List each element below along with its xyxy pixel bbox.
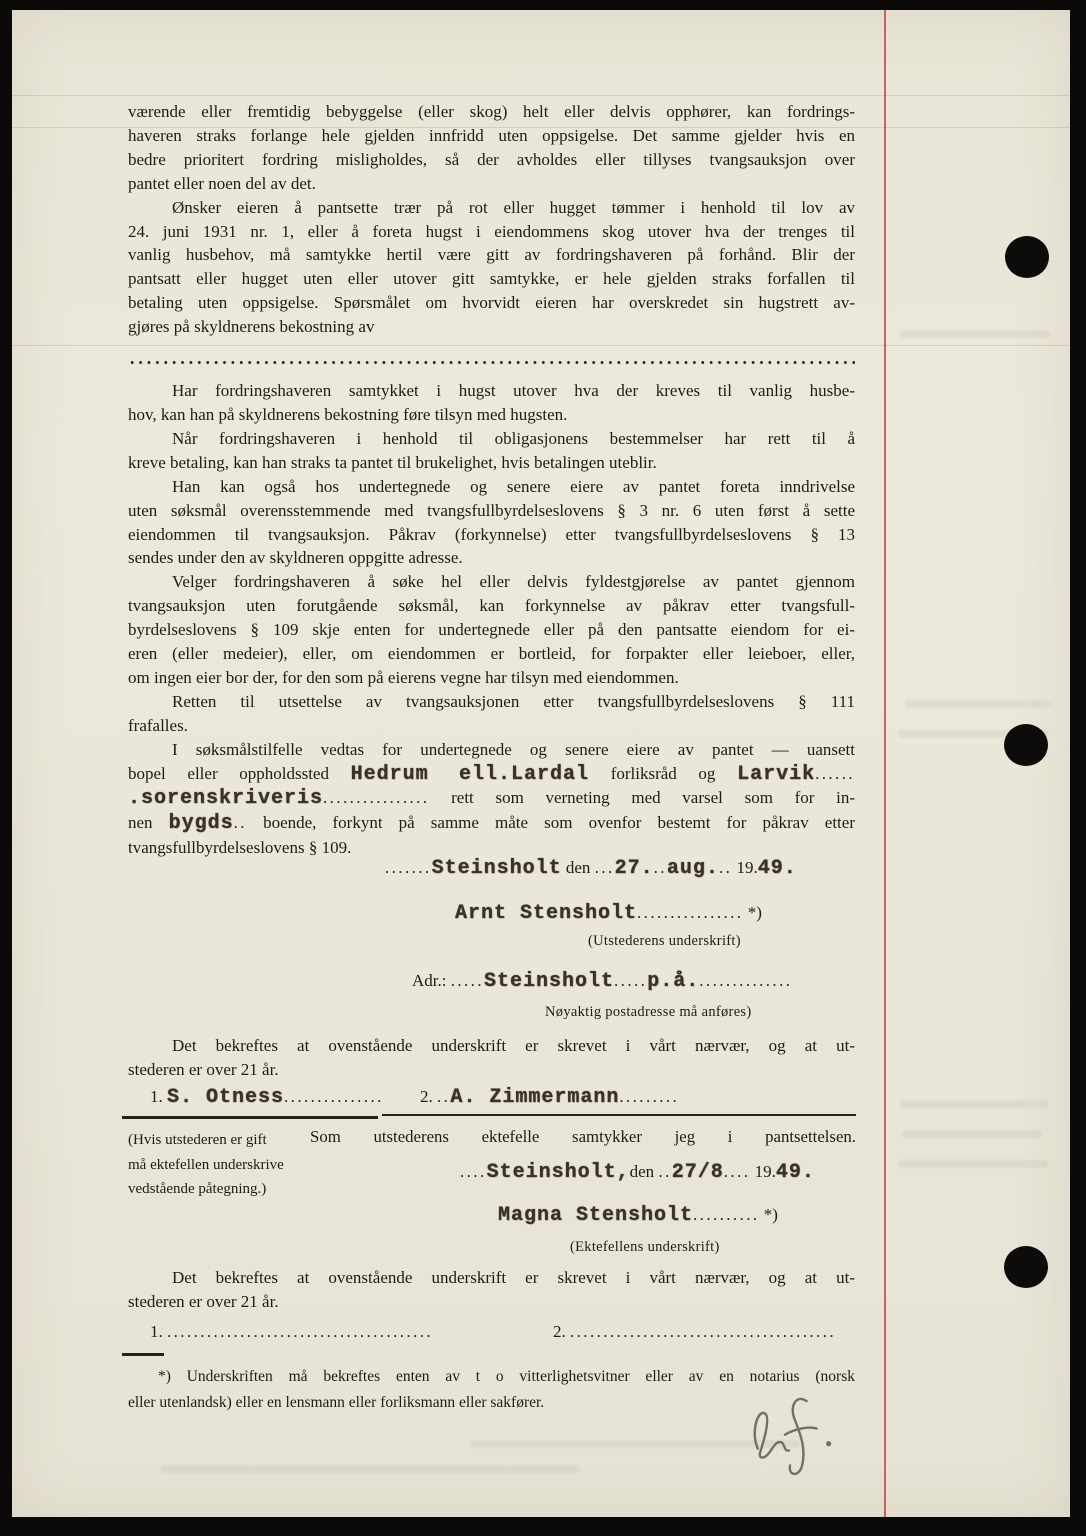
- margin-red-line: [884, 10, 886, 1517]
- dotted-fill: ................: [637, 903, 744, 922]
- address-caption: Nøyaktig postadresse må anføres): [545, 1004, 752, 1020]
- text-line: [128, 1153, 378, 1178]
- printed-text: den: [629, 1162, 659, 1181]
- text-line: [128, 1364, 855, 1390]
- printed-text: kreve betaling, kan han straks ta pantet til brukelighet, hvis betalingen uteblir.: [128, 452, 657, 472]
- punch-hole: [1005, 236, 1049, 278]
- typewritten-text: Steinsholt,: [486, 1161, 630, 1184]
- printed-text: 19.: [750, 1162, 776, 1181]
- paragraph-collection: [128, 475, 855, 571]
- text-line: [128, 618, 855, 642]
- printed-text: betaling uten oppsigelse. Spørsmålet om hvorvidt eieren har overskredet sin hugstrett av-: [128, 293, 855, 313]
- text-line: [128, 811, 855, 836]
- dotted-fill: ........................................: [167, 1322, 433, 1341]
- printed-text: hov, kan han på skyldnerens bekostning føre tilsyn med hugsten.: [128, 404, 568, 424]
- text-line: [128, 172, 855, 196]
- typewritten-text: S. Otness: [167, 1086, 285, 1109]
- printed-text: stederen er over 21 år.: [128, 1291, 279, 1311]
- printed-text: Som utstederens ektefelle samtykker jeg i pantsettelsen.: [310, 1127, 856, 1146]
- printed-text: rett som verneting med varsel som for in-: [429, 788, 855, 808]
- typewritten-text: Larvik: [737, 762, 816, 786]
- dotted-fill: ..............: [699, 971, 793, 990]
- printed-text: *) Underskriften må bekreftes enten av t o vitterlighetsvitner eller av en notarius (norsk: [158, 1368, 855, 1385]
- printed-text: sendes under den av skyldneren oppgitte adresse.: [128, 548, 463, 568]
- divider-rule-left: [122, 1116, 378, 1119]
- printed-text: eller utenlandsk) eller en lensmann eller forliksmann eller sakfører.: [128, 1393, 545, 1411]
- printed-text: Det bekreftes at ovenstående underskrift er skrevet i vårt nærvær, og at ut-: [172, 1036, 855, 1055]
- dotted-fill: ...: [594, 858, 615, 877]
- dotted-fill: ..: [658, 1162, 672, 1181]
- witness-confirmation-2: [128, 1266, 855, 1314]
- text-line: [128, 786, 855, 811]
- typewritten-text: 49.: [775, 1161, 815, 1184]
- text-line: [128, 100, 855, 124]
- printed-text: tvangsfullbyrdelseslovens § 109.: [128, 838, 352, 858]
- printed-text: om ingen eier bor der, for den som på eierens vegne har tilsyn med eiendommen.: [128, 667, 679, 687]
- printed-text: pantet eller noen del av det.: [128, 173, 316, 193]
- typewritten-text: aug.: [666, 857, 719, 880]
- text-line: [128, 379, 855, 403]
- printed-text: 1.: [150, 1322, 167, 1341]
- printed-text: 2.: [553, 1322, 570, 1341]
- witness-signature-2: [420, 1086, 679, 1109]
- date-line-issuer: [385, 856, 857, 881]
- printed-text: 24. juni 1931 nr. 1, eller å foreta hugst i eiendommens skog utover hva der trenges til: [128, 221, 855, 241]
- printed-text: 19.: [732, 858, 758, 877]
- dotted-fill: .....: [614, 971, 648, 990]
- text-line: [128, 690, 855, 714]
- dotted-fill: ..: [437, 1087, 451, 1106]
- paragraph-venue: [128, 738, 855, 861]
- printed-text: byrdelseslovens § 109 skje enten for undertegnede eller på den pantsatte eiendom for ei-: [128, 620, 855, 640]
- printed-text: 2.: [420, 1087, 437, 1106]
- printed-text: *): [743, 903, 762, 922]
- paragraph-termination: [128, 100, 855, 196]
- text-line: [128, 148, 855, 172]
- printed-text: forliksråd og: [589, 763, 738, 783]
- dotted-fill: ..: [233, 813, 247, 833]
- printed-text: boende, forkynt på samme måte som ovenfor bestemt for påkrav etter: [246, 813, 855, 833]
- address-line: [412, 969, 862, 994]
- text-line: [128, 762, 855, 787]
- printed-text: (Hvis utstederen er gift: [128, 1132, 267, 1148]
- date-line-spouse: [460, 1160, 860, 1185]
- printed-text: eren (eller medeier), eller, om eiendommen er bortleid, for forpakter eller leieboer, eller,: [128, 644, 855, 664]
- blank-signature-line-1: [150, 1322, 433, 1342]
- text-line: [128, 427, 855, 451]
- printed-text: vedstående påtegning.): [128, 1181, 267, 1198]
- printed-text: Når fordringshaveren i henhold til obligasjonens bestemmelser har rett til å: [172, 428, 855, 448]
- text-line: [128, 523, 855, 547]
- divider-rule-right: [382, 1114, 856, 1116]
- spouse-signature-caption: (Ektefellens underskrift): [570, 1239, 720, 1255]
- pencil-initials: [732, 1384, 858, 1487]
- text-line: [128, 594, 855, 618]
- printed-text: Det bekreftes at ovenstående underskrift er skrevet i vårt nærvær, og at ut-: [172, 1268, 855, 1287]
- typewritten-text: .sorenskriveris: [128, 787, 324, 811]
- text-line: [128, 1034, 855, 1058]
- text-line: [128, 220, 855, 244]
- printed-text: Har fordringshaveren samtykket i hugst utover hva der kreves til vanlig husbe-: [172, 381, 855, 401]
- witness-confirmation-1: [128, 1034, 855, 1082]
- main-text-block: [128, 100, 855, 860]
- paragraph-use-of-pledge: [128, 427, 855, 475]
- footnote-separator: [122, 1353, 164, 1356]
- printed-text: I søksmålstilfelle vedtas for undertegnede og senere eiere av pantet — uansett: [172, 739, 855, 759]
- typewritten-text: Steinsholt: [431, 857, 562, 880]
- text-line: [128, 546, 855, 570]
- blank-witness-row: [128, 1322, 855, 1354]
- paragraph-logging-consent: [128, 379, 855, 427]
- dotted-fill: .........: [619, 1087, 680, 1106]
- text-line: [128, 666, 855, 690]
- text-line: [128, 1177, 378, 1202]
- printed-text: 1.: [150, 1087, 167, 1106]
- text-line: [128, 475, 855, 499]
- text-line: [128, 243, 855, 267]
- dotted-fill: ..: [718, 858, 733, 877]
- dotted-fill: ................: [323, 788, 430, 808]
- text-line: [128, 291, 855, 315]
- dotted-fill: ...............: [284, 1087, 384, 1106]
- text-line: [128, 1290, 855, 1314]
- printed-text: bopel eller oppholdssted: [128, 763, 351, 783]
- printed-text: eiendommen til tvangsauksjon. Påkrav (forkynnelse) etter tvangsfullbyrdelseslovens § 13: [128, 524, 855, 544]
- typewritten-text: Steinsholt: [483, 970, 615, 993]
- printed-text: frafalles.: [128, 715, 188, 735]
- printed-text: pantsatt eller hugget uten eller utover gitt samtykke, er hele gjelden straks forfallen til: [128, 269, 855, 289]
- paragraph-timber-pledge: [128, 196, 855, 339]
- printed-text: Velger fordringshaveren å søke hel eller delvis fyldestgjørelse av pantet gjennom: [172, 572, 855, 592]
- text-line: [128, 403, 855, 427]
- printed-text: tvangsauksjon uten forutgående søksmål, kan forkynnelse av påkrav etter tvangsfull-: [128, 596, 855, 616]
- blank-signature-line-2: [553, 1322, 836, 1342]
- printed-text: vanlig husbehov, må samtykke hertil være gitt av fordringshaveren på forhånd. Blir der: [128, 245, 855, 265]
- dotted-fill: ..........: [693, 1205, 760, 1224]
- printed-text: bedre prioritert fordring misligholdes, så der avholdes eller tillyses tvangsauksjon over: [128, 149, 855, 169]
- text-line: [128, 642, 855, 666]
- printed-text: Retten til utsettelse av tvangsauksjonen etter tvangsfullbyrdelseslovens § 111: [172, 691, 855, 711]
- printed-text: stederen er over 21 år.: [128, 1059, 279, 1079]
- text-line: [128, 1058, 855, 1082]
- text-line: [128, 124, 855, 148]
- printed-text: haveren straks forlange hele gjelden innfridd uten oppsigelse. Det samme gjelder hvis en: [128, 125, 855, 145]
- text-line: [128, 1266, 855, 1290]
- witness-signature-1: [150, 1086, 384, 1109]
- printed-text: *): [759, 1205, 778, 1224]
- text-line: [128, 315, 855, 339]
- dotted-fill: ....: [460, 1162, 487, 1181]
- text-line: [128, 267, 855, 291]
- typewritten-text: bygds: [168, 812, 234, 836]
- typewritten-text: Magna Stensholt: [498, 1204, 694, 1227]
- printed-text: uten søksmål overensstemmende med tvangsfullbyrdelseslovens § 3 nr. 6 uten først å sette: [128, 500, 855, 520]
- dotted-fill-line: [128, 360, 855, 365]
- paragraph-forced-sale: [128, 570, 855, 690]
- typewritten-text: p.å.: [647, 970, 700, 993]
- typewritten-text: 49.: [757, 857, 797, 880]
- text-line: [128, 570, 855, 594]
- dotted-fill: .......: [385, 858, 432, 877]
- printed-text: må ektefellen underskrive: [128, 1156, 284, 1173]
- printed-text: værende eller fremtidig bebyggelse (eller skog) helt eller delvis opphører, kan fordrings-: [128, 102, 855, 121]
- dotted-fill: .....: [450, 971, 484, 990]
- punch-hole: [1004, 1246, 1048, 1288]
- typewritten-text: 27.: [614, 857, 654, 880]
- printed-text: nen: [128, 813, 169, 833]
- typewritten-text: 27/8: [671, 1161, 724, 1184]
- issuer-signature-caption: (Utstederens underskrift): [588, 933, 741, 949]
- spouse-consent-text: [310, 1125, 856, 1149]
- text-line: [128, 714, 855, 738]
- text-line: [128, 451, 855, 475]
- punch-hole: [1004, 724, 1048, 766]
- issuer-signature-line: [455, 901, 815, 926]
- typewritten-text: Hedrum ell.Lardal: [350, 762, 590, 786]
- printed-text: Han kan også hos undertegnede og senere eiere av pantet foreta inndrivelse: [172, 476, 855, 496]
- text-line: [128, 499, 855, 523]
- printed-text: Adr.:: [412, 971, 451, 990]
- printed-text: Ønsker eieren å pantsette trær på rot eller hugget tømmer i henhold til lov av: [172, 197, 855, 217]
- text-line: [128, 196, 855, 220]
- dotted-fill: ....: [723, 1162, 751, 1181]
- typewritten-text: Arnt Stensholt: [455, 902, 638, 925]
- dotted-fill: ........................................: [570, 1322, 836, 1341]
- printed-text: den: [561, 858, 595, 877]
- text-line: [128, 738, 855, 762]
- dotted-fill: ......: [815, 763, 855, 783]
- paragraph-waiver: [128, 690, 855, 738]
- spouse-signature-line: [498, 1203, 828, 1228]
- typewritten-text: A. Zimmermann: [450, 1086, 620, 1109]
- dotted-fill: ..: [653, 858, 667, 877]
- printed-text: gjøres på skyldnerens bekostning av: [128, 317, 375, 337]
